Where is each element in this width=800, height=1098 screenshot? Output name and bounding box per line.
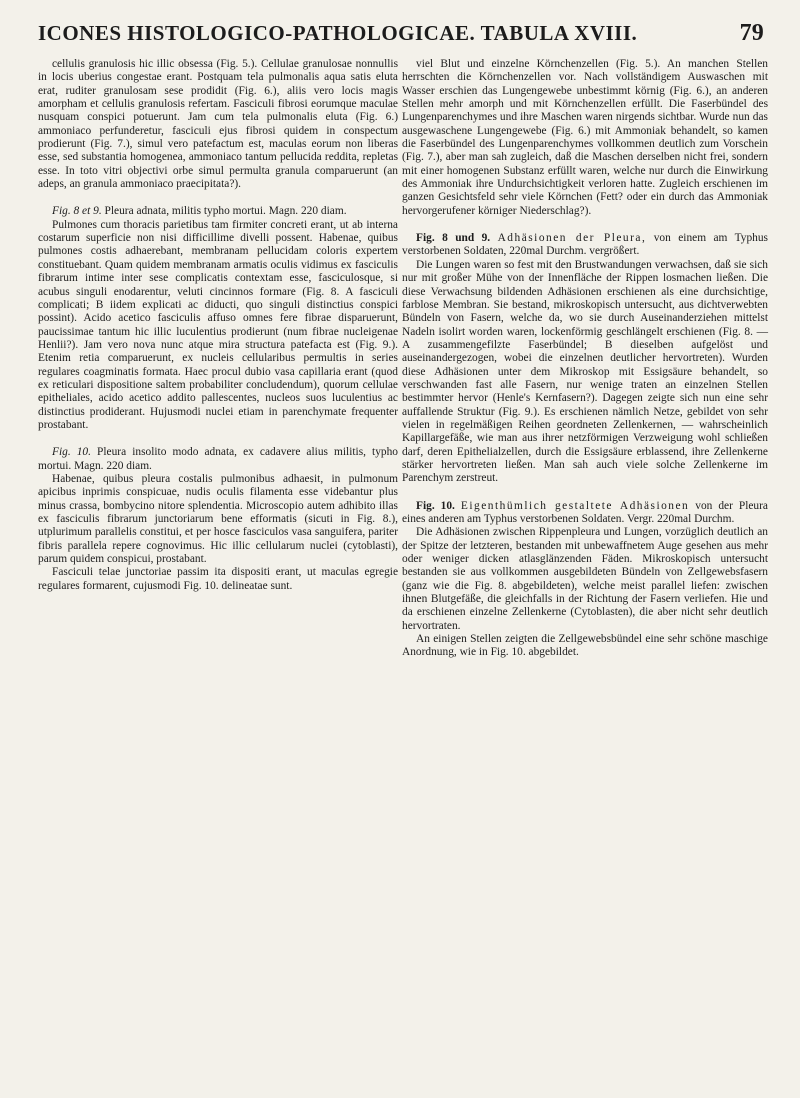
latin-figure-caption-10 [38, 446, 398, 473]
latin-paragraph: cellulis granulosis hic illic obsessa (Fig. 5.). Cellulae granulosae nonnullis in locis uberius congestae erant. Postquam tela pulmonalis aqua satis eluta erat, ruditer granulosam sese prodidit (Fig. 6.), aliis vero locis magis amorpham et cellulis granulosis refertam. Fasciculi fibrosi eorumque maculae nusquam conspici potuerunt. Jam cum tela pulmonalis eluta (Fig. 6.) ammoniaco perfunderetur, fasciculi ejus fibrosi quidem in conspectum prodierunt (Fig. 7.), simul vero patefactum est, maculas eorum non liberas esse, sed substantia homogenea, ammoniaco tantum pellucida reddita, repletas esse. In toto vitri objectivi orbe simul permulta granula comparuerunt (an adeps, an granula ammoniaco praecipitata?). [38, 58, 398, 191]
german-figure-caption-8 [402, 232, 768, 259]
page-number: 79 [739, 20, 764, 46]
german-paragraph: Die Lungen waren so fest mit den Brustwandungen verwachsen, daß sie sich nur mit großer Mühe von der Innenfläche der Rippen losmachen ließen. Die diese Verwachsung bildenden Adhäsionen erschienen als eine durchsichtige, farblose Membran. Sie bestand, mikroskopisch untersucht, aus dichtverwebten Bündeln von Fasern, welche da, wo sie durch Auseinanderziehen mittelst Nadeln isolirt worden waren, lockenförmig geschlängelt erschienen (Fig. 8. — A zusammengefilzte Faserbündel; B dieselben aufgelöst und auseinandergezogen, wobei die einzelnen deutlicher hervortreten). Wurden diese Adhäsionen unter dem Mikroskop mit Essigsäure behandelt, so verschwanden fast alle Fasern, nur wenige traten an einzelnen Stellen bestimmter hervor (Henle's Kernfasern?). Dagegen zeigte sich nun eine sehr auffallende Struktur (Fig. 9.). Es erschienen nämlich Netze, gebildet von sehr vielen in regelmäßigen Reihen geordneten Zellenkernen, — wahrscheinlich Kapillargefäße, wie man aus ihrer netzförmigen Verzweigung wohl schließen darf, deren Epithelialzellen, durch die Essigsäure erblassend, ihre Zellenkerne stärker hervortreten ließen. Man sah auch viele solche Zellenkerne im Parenchym zerstreut. [402, 258, 768, 485]
latin-paragraph: Fasciculi telae junctoriae passim ita dispositi erant, ut maculas egregie regulares formarent, cujusmodi Fig. 10. delineatae sunt. [38, 566, 398, 592]
figure-label: Fig. 10. [416, 499, 455, 512]
figure-label: Fig. 8 und 9. [416, 232, 491, 245]
german-column [402, 58, 768, 660]
latin-paragraph: Pulmones cum thoracis parietibus tam firmiter concreti erant, ut ab interna costarum superficie non nisi difficillime divelli possent. Habenae, quibus pulmones costis adhaerebant, membranam pellucidam coloris expertem constituebant. Quam quidem membranam armatis oculis vidimus ex fasciculis fibrarum intime inter sese complicatis contextam esse, fasciculosque, si acubus singuli enodarentur, veluti cincinnos formare (Fig. 8. A fasciculi complicati; B iidem explicati ac diducti, quo singuli distinctius conspici possint). Acido acetico fasciculis affuso omnes fere fibrae disparuerunt, paucissimae tantum hic illic luculentius prodierunt (num fibrae nucleigenae Henlii?). Jam vero nova nunc atque mira structura patefacta est (Fig. 9.). Etenim retia comparuerunt, ex nucleis cellularibus permultis in series regulares coagminatis formata. Haec procul dubio vasa capillaria erant (quod ex reticulari dispositione saltem probabiliter concludendum), quorum cellulae epitheliales, acido acetico addito pallescentes, nucleos suos luculentius ac distinctius prodiderant. Hujusmodi nuclei etiam in parenchymate frequenter prostabant. [38, 218, 398, 431]
figure-label: Fig. 8 et 9. [52, 205, 102, 218]
running-title: ICONES HISTOLOGICO-PATHOLOGICAE. TABULA XVIII. [38, 21, 638, 45]
figure-title: Adhäsionen der Pleura, [497, 232, 647, 245]
german-paragraph: Die Adhäsionen zwischen Rippenpleura und Lungen, vorzüglich deutlich an der Spitze der letzteren, bestanden mit unbewaffnetem Auge gesehen aus mehr oder weniger dicken atlasglänzenden Fäden. Mikroskopisch untersucht bestanden sie aus vollkommen ausgebildeten Bündeln von Zellgewebsfasern (ganz wie die Fig. 8. abgebildeten), welche meist parallel liefen: zwischen ihnen Blutgefäße, die gleichfalls in der Richtung der Fasern verliefen. Hie und da erschienen einzelne Zellenkerne (Cytoblasten), die aber nicht sehr deutlich hervortraten. [402, 526, 768, 632]
page-header [38, 20, 764, 46]
figure-caption-text: Pleura insolito modo adnata, ex cadavere alius militis, typho mortui. Magn. 220 diam. [38, 446, 398, 472]
figure-caption-text: von der Pleura eines anderen am Typhus verstorbenen Soldaten. Vergr. 220mal Durchm. [402, 499, 768, 525]
latin-column [38, 58, 398, 593]
figure-label: Fig. 10. [52, 446, 91, 459]
figure-caption-text: Pleura adnata, militis typho mortui. Magn. 220 diam. [104, 205, 347, 218]
german-paragraph: An einigen Stellen zeigten die Zellgewebsbündel eine sehr schöne maschige Anordnung, wie in Fig. 10. abgebildet. [402, 633, 768, 659]
latin-paragraph: Habenae, quibus pleura costalis pulmonibus adhaesit, in pulmonum apicibus inprimis conspicuae, nudis oculis filamenta esse videbantur plus minus crassa, bombycino nitore splendentia. Microscopio autem adhibito illas ex fasciculis fibrarum junctoriarum bene efformatis (sicuti in Fig. 8.), utplurimum parallelis constitui, et per hosce fasciculos vasa sanguifera, pariter fibris parallela repere cognovimus. Hic illic cellularum nuclei (cytoblasti), parum quidem conspicui, prostabant. [38, 472, 398, 566]
german-paragraph: viel Blut und einzelne Körnchenzellen (Fig. 5.). An manchen Stellen herrschten die Körnchenzellen vor. Nach vollständigem Auswaschen mit Wasser erschien das Lungengewebe unbestimmt körnig (Fig. 6.), an anderen Stellen mehr amorph und mit Körnchenzellen erfüllt. Die Faserbündel des Lungenparenchymes und ihre Maschen waren nirgends sichtbar. Wurde nun das ausgewaschene Lungengewebe (Fig. 6.) mit Ammoniak behandelt, so kamen die Faserbündel des Lungenparenchymes vollkommen deutlich zum Vorschein (Fig. 7.), aber man sah zugleich, daß die Maschen derselben nicht frei, sondern mit einer homogenen Substanz erfüllt waren, welche nur durch die Einwirkung des Ammoniak ihre Undurchsichtigkeit verloren hatte. Zugleich erschienen im ganzen Gesichtsfeld sehr viele Körnchen (Fett? oder ein durch das Ammoniak hervorgerufener körniger Niederschlag?). [402, 58, 768, 217]
german-figure-caption-10 [402, 500, 768, 527]
latin-figure-caption-8 [38, 205, 398, 218]
figure-title: Eigenthümlich gestaltete Adhäsionen [460, 499, 690, 512]
figure-caption-text: von einem am Typhus verstorbenen Soldaten, 220mal Durchm. vergrößert. [402, 232, 768, 258]
